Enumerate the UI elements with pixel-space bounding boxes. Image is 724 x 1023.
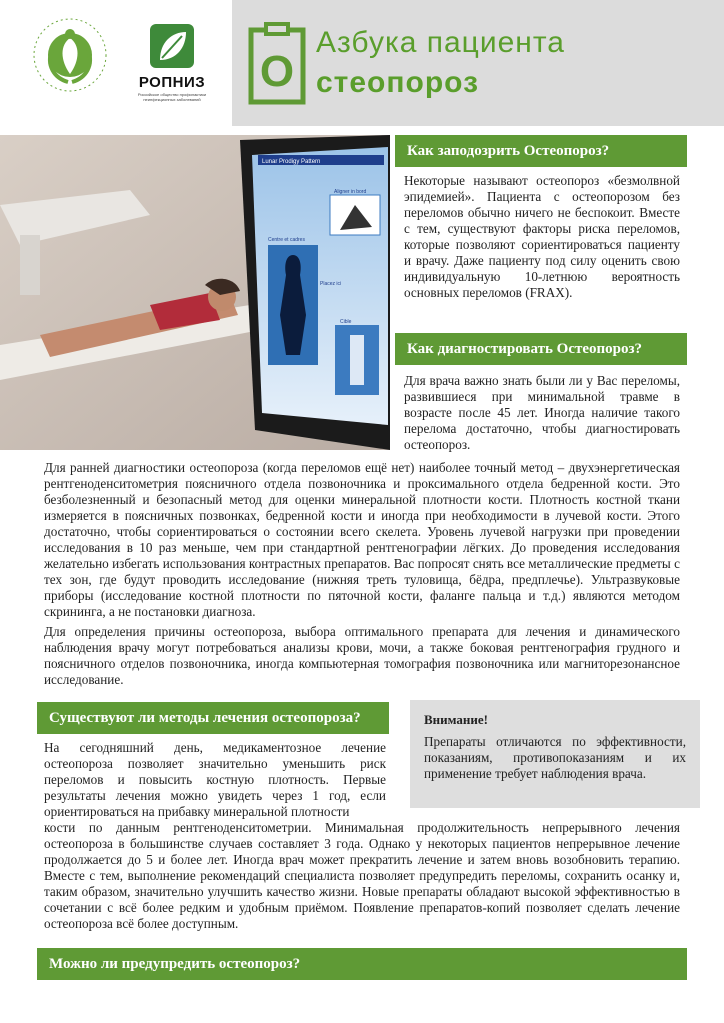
page-header [0, 0, 724, 130]
svg-text:Aligner in bord: Aligner in bord [334, 189, 367, 195]
densitometry-photo [0, 135, 390, 450]
heading-diagnose: Как диагностировать Остеопороз? [395, 333, 687, 365]
title-line-1: Азбука пациента [316, 26, 565, 59]
leaf-icon [148, 22, 196, 70]
heading-treatment: Существуют ли методы лечения остеопороза? [37, 702, 389, 734]
early-diagnosis-text: Для ранней диагностики остеопороза (когда переломов ещё нет) наиболее точный метод – двухэнергетическая рентгеноденситометрия поясничного отдела позвоночника и проксимального отдела бедренной кости. Это безболезненный и безопасный метод для оценки минеральной плотности кости. Плотность костной ткани измеряется в поясничных позвонках, бедренной кости и иногда при необходимости в лучевой кости. Этого достаточно, чтобы сориентироваться о состоянии всего скелета. Уровень лучевой нагрузки при проведении исследования в 10 раз меньше, чем при стандартной рентгенографии лёгких. До проведения исследования желательно избегать использования контрастных препаратов. Вас попросят снять все металлические предметы с тех зон, где будут проводить исследование (нижняя треть туловища, бёдра, предплечье). Ультразвуковые приборы (исследование костной плотности по пяточной кости, фаланге пальца и т.д.) являются методом скрининга, а не постановки диагноза. [44, 460, 680, 619]
heading-prevent: Можно ли предупредить остеопороз? [37, 948, 687, 980]
letter-o-icon [248, 22, 306, 106]
diagnose-text: Для врача важно знать были ли у Вас переломы, развившиеся при минимальной травме в возрасте после 45 лет. Иногда наличие такого перелома достаточно, чтобы диагностировать остеопороз. [404, 373, 680, 452]
suspect-text: Некоторые называют остеопороз «безмолвной эпидемией». Пациента с остеопорозом без переломов обычно ничего не беспокоит. Вместе с тем, существуют факторы риска переломов, которые позволяют сориентироваться пациенту и врачу. Даже пациенту под силу оценить свою индивидуальную 10-летнюю вероятность основных переломов (FRAX). [404, 173, 680, 300]
nnic-logo [30, 10, 110, 116]
svg-text:Cible: Cible [340, 319, 352, 325]
ropniz-name: РОПНИЗ [138, 74, 206, 91]
treatment-text-top: На сегодняшний день, медикаментозное лечение остеопороза позволяет значительно уменьшить риск переломов и повысить костную плотность. Первые результаты лечения можно увидеть через 1 год, если ориентироваться на прибавку минеральной плотности [44, 740, 386, 819]
svg-text:О: О [259, 47, 295, 96]
cause-text: Для определения причины остеопороза, выбора оптимального препарата для лечения и динамического наблюдения врачу могут потребоваться анализы крови, мочи, а также боковая рентгенография грудного и поясничного отделов позвоночника, иногда компьютерная томография позвоночника или магниторезонансное исследование. [44, 624, 680, 687]
treatment-text-bottom: кости по данным рентгеноденситометрии. Минимальная продолжительность непрерывного лечения остеопороза в большинстве случаев составляет 3 года. Однако у некоторых пациентов непрерывное лечение продолжается до 5 и более лет. Иногда врач может прекратить лечение и затем вновь возобновить терапию. Вместе с тем, выполнение рекомендаций специалиста позволяет предупредить переломы, сохранить осанку и, таким образом, значительно улучшить качество жизни. Новые препараты обладают высокой эффективностью в сочетании с всё более редким и удобным приёмом. Появление препаратов-копий позволяет сделать лечение остеопороза всё более доступным. [44, 820, 680, 931]
heading-suspect: Как заподозрить Остеопороз? [395, 135, 687, 167]
photo-illustration [0, 135, 390, 450]
notice-text: Препараты отличаются по эффективности, показаниям, противопоказаниям и их применение требует наблюдения врача. [424, 734, 686, 781]
title-line-2: стеопороз [316, 66, 479, 99]
notice-title: Внимание! [424, 712, 488, 727]
svg-text:Placez ici: Placez ici [320, 281, 342, 287]
ropniz-subtitle: Российское общество профилактики неинфекционных заболеваний [137, 92, 207, 102]
notice-box [410, 700, 700, 808]
logos-area [0, 0, 232, 130]
svg-text:Centre et cadres: Centre et cadres [268, 237, 305, 243]
svg-text:Lunar Prodigy Pattern: Lunar Prodigy Pattern [262, 159, 321, 165]
ropniz-logo [132, 22, 212, 102]
